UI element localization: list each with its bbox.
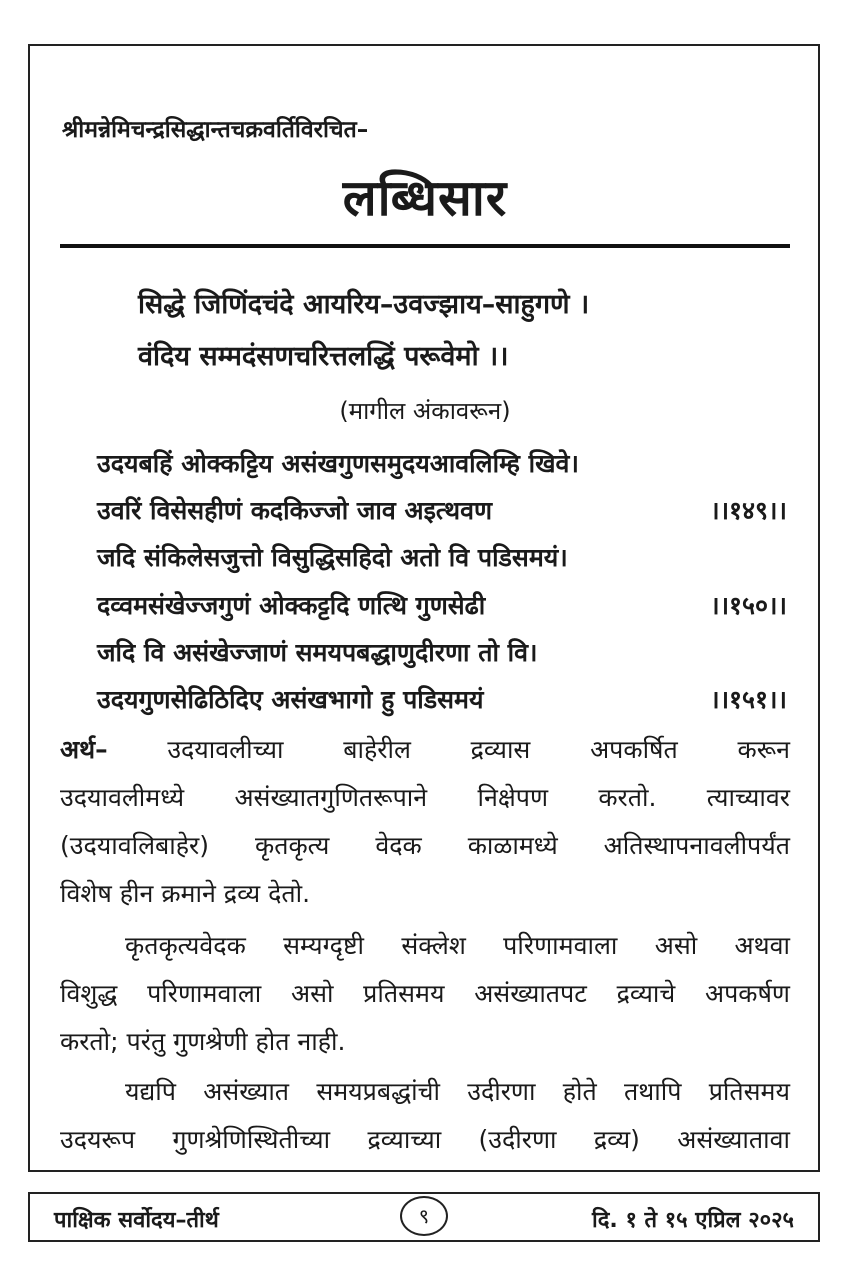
gatha-text: उदयगुणसेढिठिदिए असंखभागो हु पडिसमयं xyxy=(97,685,484,714)
author-subtitle: श्रीमन्नेमिचन्द्रसिद्धान्तचक्रवर्तिविरचित– xyxy=(62,117,369,143)
meaning-para2-line-2: विशुद्ध परिणामवाला असो प्रतिसमय असंख्यातपट द्रव्याचे अपकर्षण xyxy=(60,979,790,1008)
gatha-number: ।।१४९।। xyxy=(710,496,787,525)
page-number: ९ xyxy=(400,1196,448,1236)
issue-date: दि. १ ते १५ एप्रिल २०२५ xyxy=(592,1208,794,1233)
gatha-number: ।।१५१।। xyxy=(710,685,787,714)
title-divider xyxy=(60,244,790,248)
gatha-number: ।।१५०।। xyxy=(710,591,787,620)
meaning-text: उदयावलीच्या बाहेरील द्रव्यास अपकर्षित करून xyxy=(167,735,790,764)
gatha-text: दव्वमसंखेज्जगुणं ओक्कट्टदि णत्थि गुणसेढी xyxy=(97,591,486,620)
meaning-line-2: उदयावलीमध्ये असंख्यातगुणितरूपाने निक्षेपण करतो. त्याच्यावर xyxy=(60,783,790,812)
gatha-line-6 xyxy=(97,682,787,716)
gatha-text: जदि संकिलेसजुत्तो विसुद्धिसहिदो अतो वि पडिसमयं। xyxy=(97,543,568,572)
gatha-line-1 xyxy=(97,446,787,480)
meaning-para3-line-2: उदयरूप गुणश्रेणिस्थितीच्या द्रव्याच्या (उदीरणा द्रव्य) असंख्यातावा xyxy=(60,1125,790,1154)
publication-name: पाक्षिक सर्वोदय–तीर्थ xyxy=(54,1208,219,1233)
meaning-para3-line-1: यद्यपि असंख्यात समयप्रबद्धांची उदीरणा होते तथापि प्रतिसमय xyxy=(125,1077,790,1106)
gatha-line-5 xyxy=(97,635,787,669)
gatha-text: उदयबहिं ओक्कट्टिय असंखगुणसमुदयआवलिम्हि खिवे। xyxy=(97,449,579,478)
gatha-line-2 xyxy=(97,493,787,527)
meaning-line-3: (उदयावलिबाहेर) कृतकृत्य वेदक काळामध्ये अतिस्थापनावलीपर्यंत xyxy=(60,831,790,860)
meaning-label: अर्थ– xyxy=(60,735,108,764)
gatha-line-4 xyxy=(97,588,787,622)
page-footer xyxy=(28,1192,820,1242)
meaning-para2-line-3: करतो; परंतु गुणश्रेणी होत नाही. xyxy=(60,1027,346,1056)
gatha-text: उवरिं विसेसहीणं कदकिज्जो जाव अइत्थवण xyxy=(97,496,493,525)
page-title: लब्धिसार xyxy=(342,169,508,227)
meaning-para2-line-1: कृतकृत्यवेदक सम्यग्दृष्टी संक्लेश परिणामवाला असो अथवा xyxy=(125,931,790,960)
continued-note: (मागील अंकावरून) xyxy=(339,397,511,425)
gatha-text: जदि वि असंखेज्जाणं समयपबद्धाणुदीरणा तो वि। xyxy=(97,638,538,667)
mangala-verse-line-2: वंदिय सम्मदंसणचरित्तलद्धिं परूवेमो ।। xyxy=(138,341,509,372)
mangala-verse-line-1: सिद्धे जिणिंदचंदे आयरिय–उवज्झाय–साहुगणे । xyxy=(138,289,590,320)
gatha-line-3 xyxy=(97,540,787,574)
meaning-line-1 xyxy=(60,732,790,766)
meaning-line-4: विशेष हीन क्रमाने द्रव्य देतो. xyxy=(60,879,311,908)
